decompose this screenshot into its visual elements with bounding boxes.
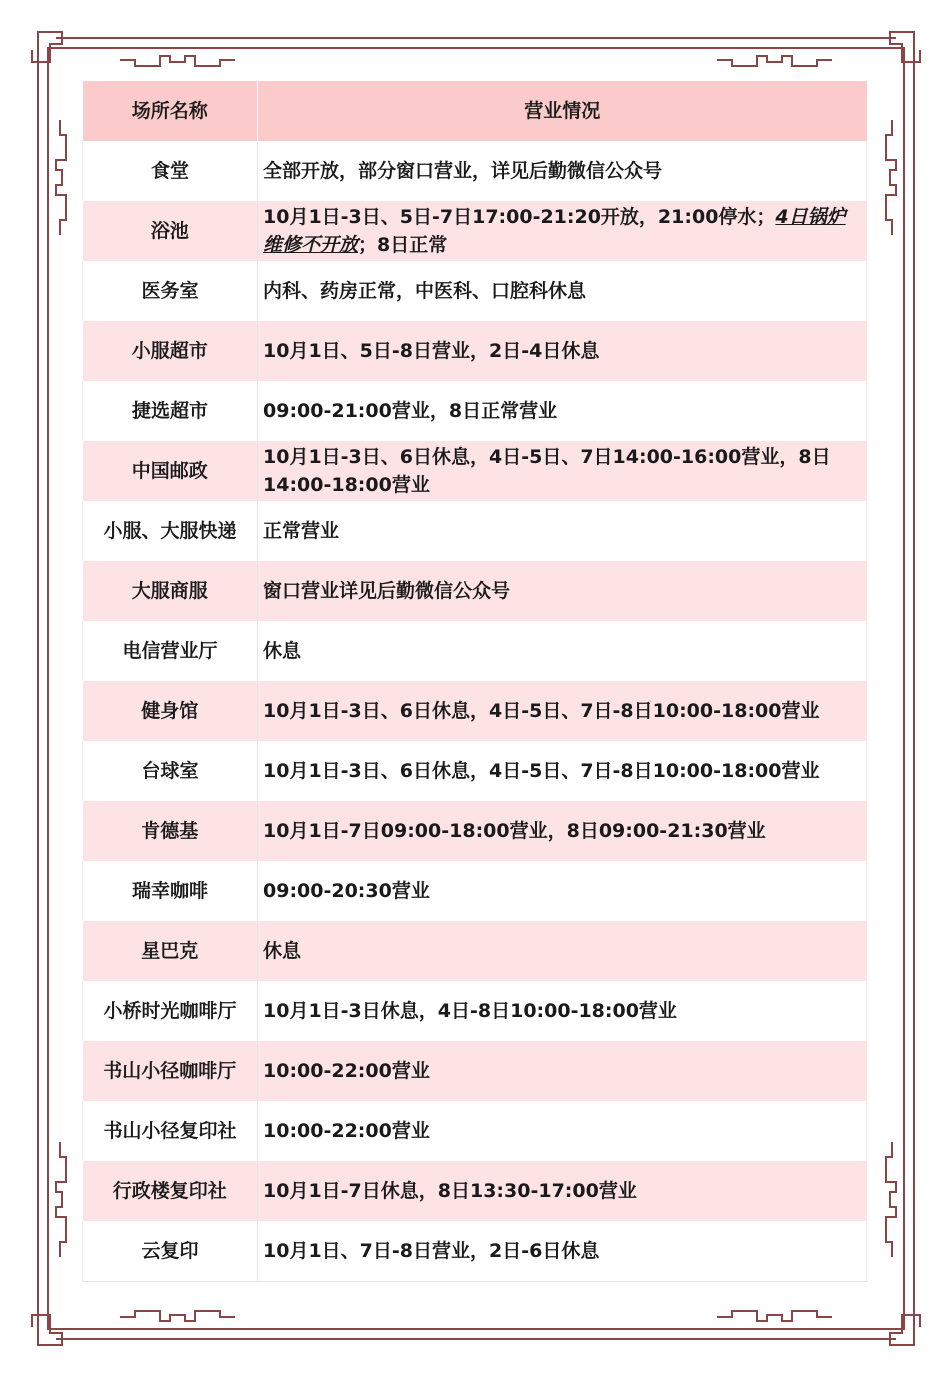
venue-name: 电信营业厅 [83,621,258,681]
venue-status: 10月1日、7日-8日营业，2日-6日休息 [258,1221,867,1282]
table-row [83,1161,867,1221]
venue-status: 10月1日-7日09:00-18:00营业，8日09:00-21:30营业 [258,801,867,861]
venue-name: 小桥时光咖啡厅 [83,981,258,1041]
venue-status: 10月1日-3日、6日休息，4日-5日、7日-8日10:00-18:00营业 [258,681,867,741]
venue-name: 小服超市 [83,321,258,381]
table-row [83,381,867,441]
venue-name: 大服商服 [83,561,258,621]
venue-name: 医务室 [83,261,258,321]
venue-status [258,201,867,261]
status-part: 10月1日-3日、5日-7日17:00-21:20开放，21:00停水； [263,206,776,228]
venue-status: 内科、药房正常，中医科、口腔科休息 [258,261,867,321]
table-row [83,1041,867,1101]
venue-status: 09:00-20:30营业 [258,861,867,921]
status-emphasis: 4日锅炉维修不开放 [263,206,846,256]
venue-name: 肯德基 [83,801,258,861]
venue-name: 台球室 [83,741,258,801]
venue-name: 星巴克 [83,921,258,981]
header-business-status: 营业情况 [258,81,867,141]
table-row [83,561,867,621]
venue-name: 浴池 [83,201,258,261]
holiday-hours-table [82,81,867,1282]
venue-status: 10月1日-7日休息，8日13:30-17:00营业 [258,1161,867,1221]
table-row [83,141,867,201]
venue-name: 小服、大服快递 [83,501,258,561]
venue-status: 休息 [258,921,867,981]
venue-status: 10月1日、5日-8日营业，2日-4日休息 [258,321,867,381]
venue-status: 休息 [258,621,867,681]
table-row [83,441,867,501]
status-part: ；8日正常 [358,234,448,256]
venue-status: 10:00-22:00营业 [258,1041,867,1101]
venue-status: 全部开放，部分窗口营业，详见后勤微信公众号 [258,141,867,201]
venue-status: 10月1日-3日、6日休息，4日-5日、7日14:00-16:00营业，8日14:00-18:00营业 [258,441,867,501]
venue-name: 健身馆 [83,681,258,741]
table-row [83,201,867,261]
table-row [83,801,867,861]
venue-name: 中国邮政 [83,441,258,501]
table-row [83,261,867,321]
table-row [83,1101,867,1161]
venue-name: 食堂 [83,141,258,201]
venue-status: 10月1日-3日休息，4日-8日10:00-18:00营业 [258,981,867,1041]
table-row [83,1221,867,1282]
table-row [83,501,867,561]
venue-name: 书山小径咖啡厅 [83,1041,258,1101]
venue-status: 10:00-22:00营业 [258,1101,867,1161]
table-row [83,981,867,1041]
venue-name: 瑞幸咖啡 [83,861,258,921]
venue-status: 10月1日-3日、6日休息，4日-5日、7日-8日10:00-18:00营业 [258,741,867,801]
table-row [83,321,867,381]
table-header-row [83,81,867,141]
venue-status: 窗口营业详见后勤微信公众号 [258,561,867,621]
table-row [83,861,867,921]
table-row [83,741,867,801]
table-row [83,621,867,681]
venue-name: 云复印 [83,1221,258,1282]
table-row [83,921,867,981]
venue-name: 行政楼复印社 [83,1161,258,1221]
header-venue-name: 场所名称 [83,81,258,141]
venue-status: 正常营业 [258,501,867,561]
venue-status: 09:00-21:00营业，8日正常营业 [258,381,867,441]
table-row [83,681,867,741]
venue-name: 捷选超市 [83,381,258,441]
venue-name: 书山小径复印社 [83,1101,258,1161]
